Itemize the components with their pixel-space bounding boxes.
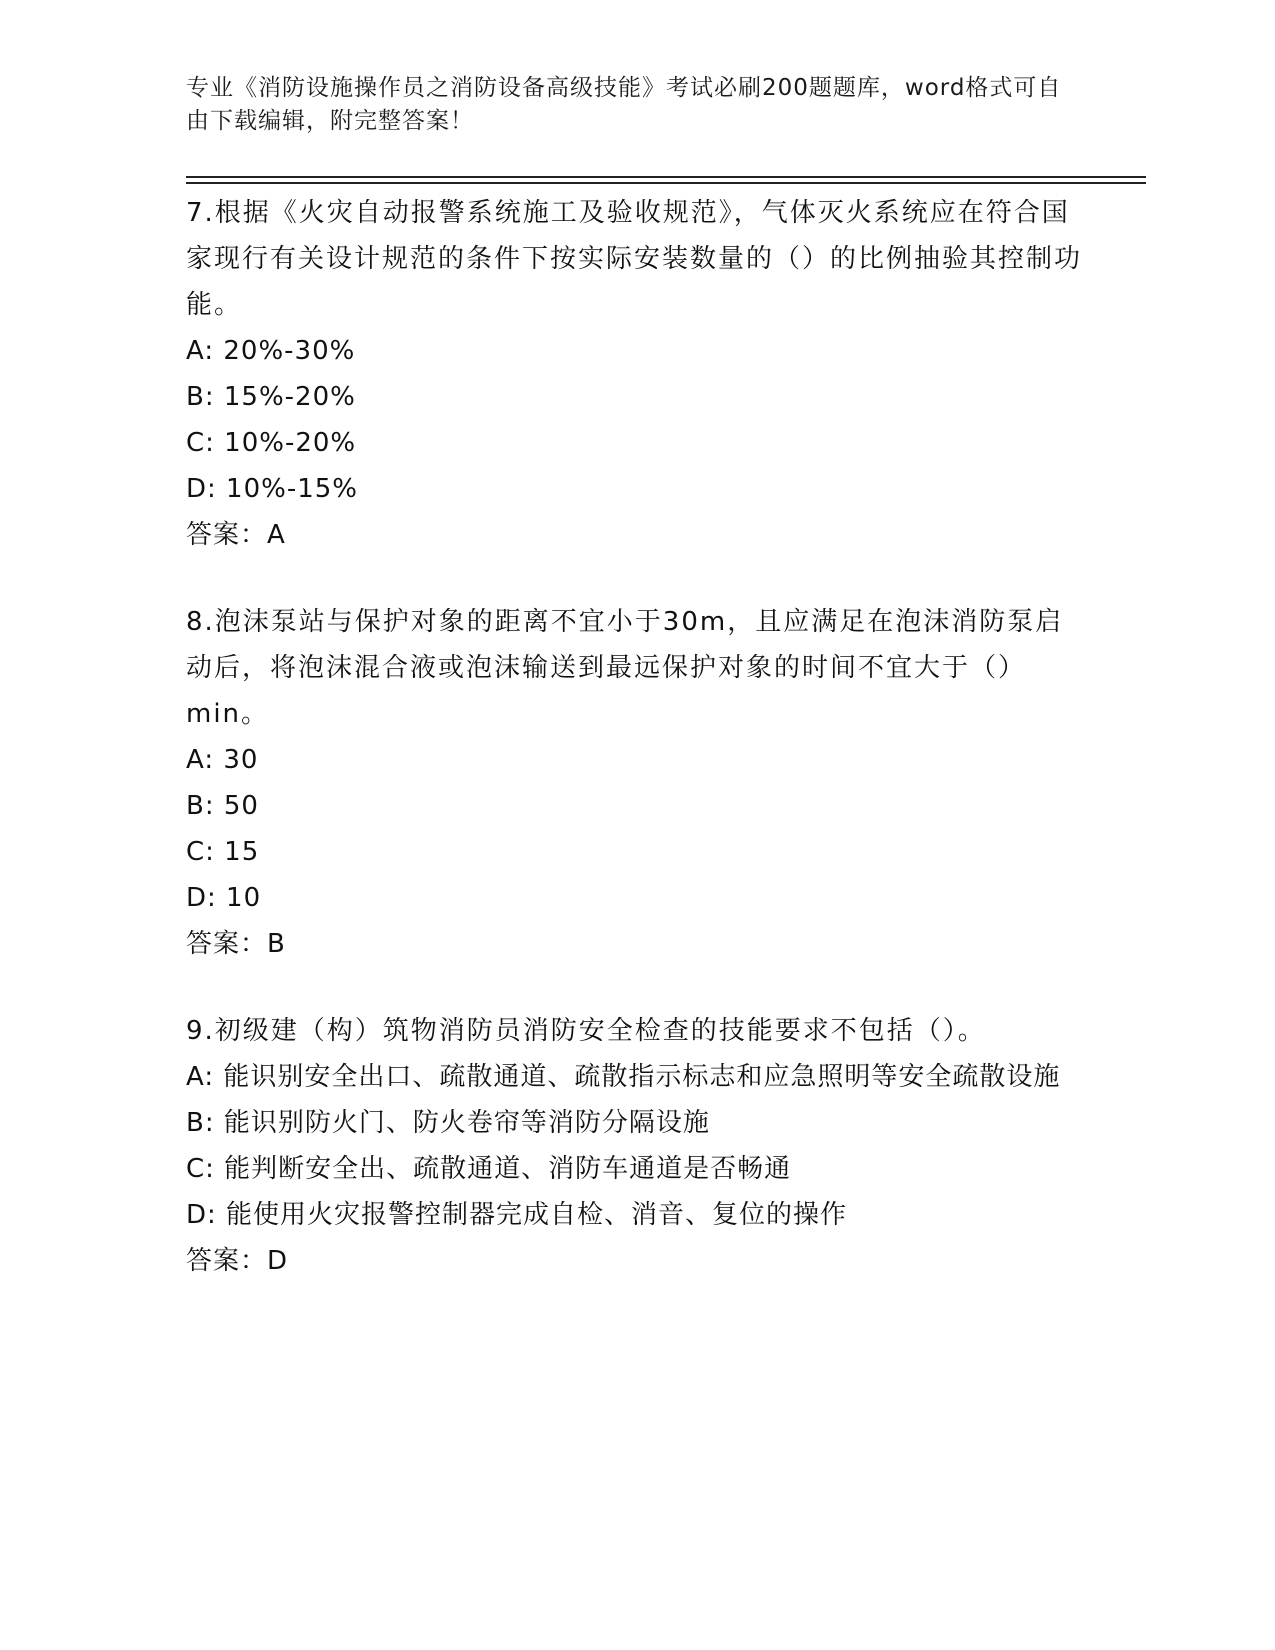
question-9 [186,1008,1086,1284]
question-stem: 7.根据《火灾自动报警系统施工及验收规范》，气体灭火系统应在符合国家现行有关设计规范的条件下按实际安装数量的（）的比例抽验其控制功能。 [186,198,1083,320]
option-d: D: 能使用火灾报警控制器完成自检、消音、复位的操作 [186,1200,848,1230]
answer-value: A [267,520,286,550]
option-b: B: 50 [186,791,259,821]
option-b: B: 能识别防火门、防火卷帘等消防分隔设施 [186,1108,710,1138]
question-stem: 9.初级建（构）筑物消防员消防安全检查的技能要求不包括（）。 [186,1016,986,1046]
question-list [186,190,1086,1325]
option-a: A: 20%-30% [186,336,356,366]
answer-label: 答案： [186,520,268,550]
option-c: C: 15 [186,837,260,867]
question-stem: 8.泡沫泵站与保护对象的距离不宜小于30m，且应满足在泡沫消防泵启动后，将泡沫混合液或泡沫输送到最远保护对象的时间不宜大于（）min。 [186,607,1064,729]
option-a: A: 能识别安全出口、疏散通道、疏散指示标志和应急照明等安全疏散设施 [186,1062,1061,1092]
option-b: B: 15%-20% [186,382,356,412]
option-d: D: 10%-15% [186,474,359,504]
answer-label: 答案： [186,1246,268,1276]
question-8 [186,599,1086,967]
answer-value: B [267,929,286,959]
answer-line [186,921,1086,967]
question-7 [186,190,1086,558]
answer-line [186,512,1086,558]
answer-line [186,1238,1086,1284]
option-a: A: 30 [186,745,259,775]
header-divider-bottom [186,182,1146,184]
header-divider-top [186,176,1146,178]
answer-label: 答案： [186,929,268,959]
document-header: 专业《消防设施操作员之消防设备高级技能》考试必刷200题题库，word格式可自由下载编辑，附完整答案！ [186,75,1062,134]
answer-value: D [267,1246,289,1276]
option-c: C: 能判断安全出、疏散通道、消防车通道是否畅通 [186,1154,792,1184]
option-d: D: 10 [186,883,262,913]
option-c: C: 10%-20% [186,428,357,458]
